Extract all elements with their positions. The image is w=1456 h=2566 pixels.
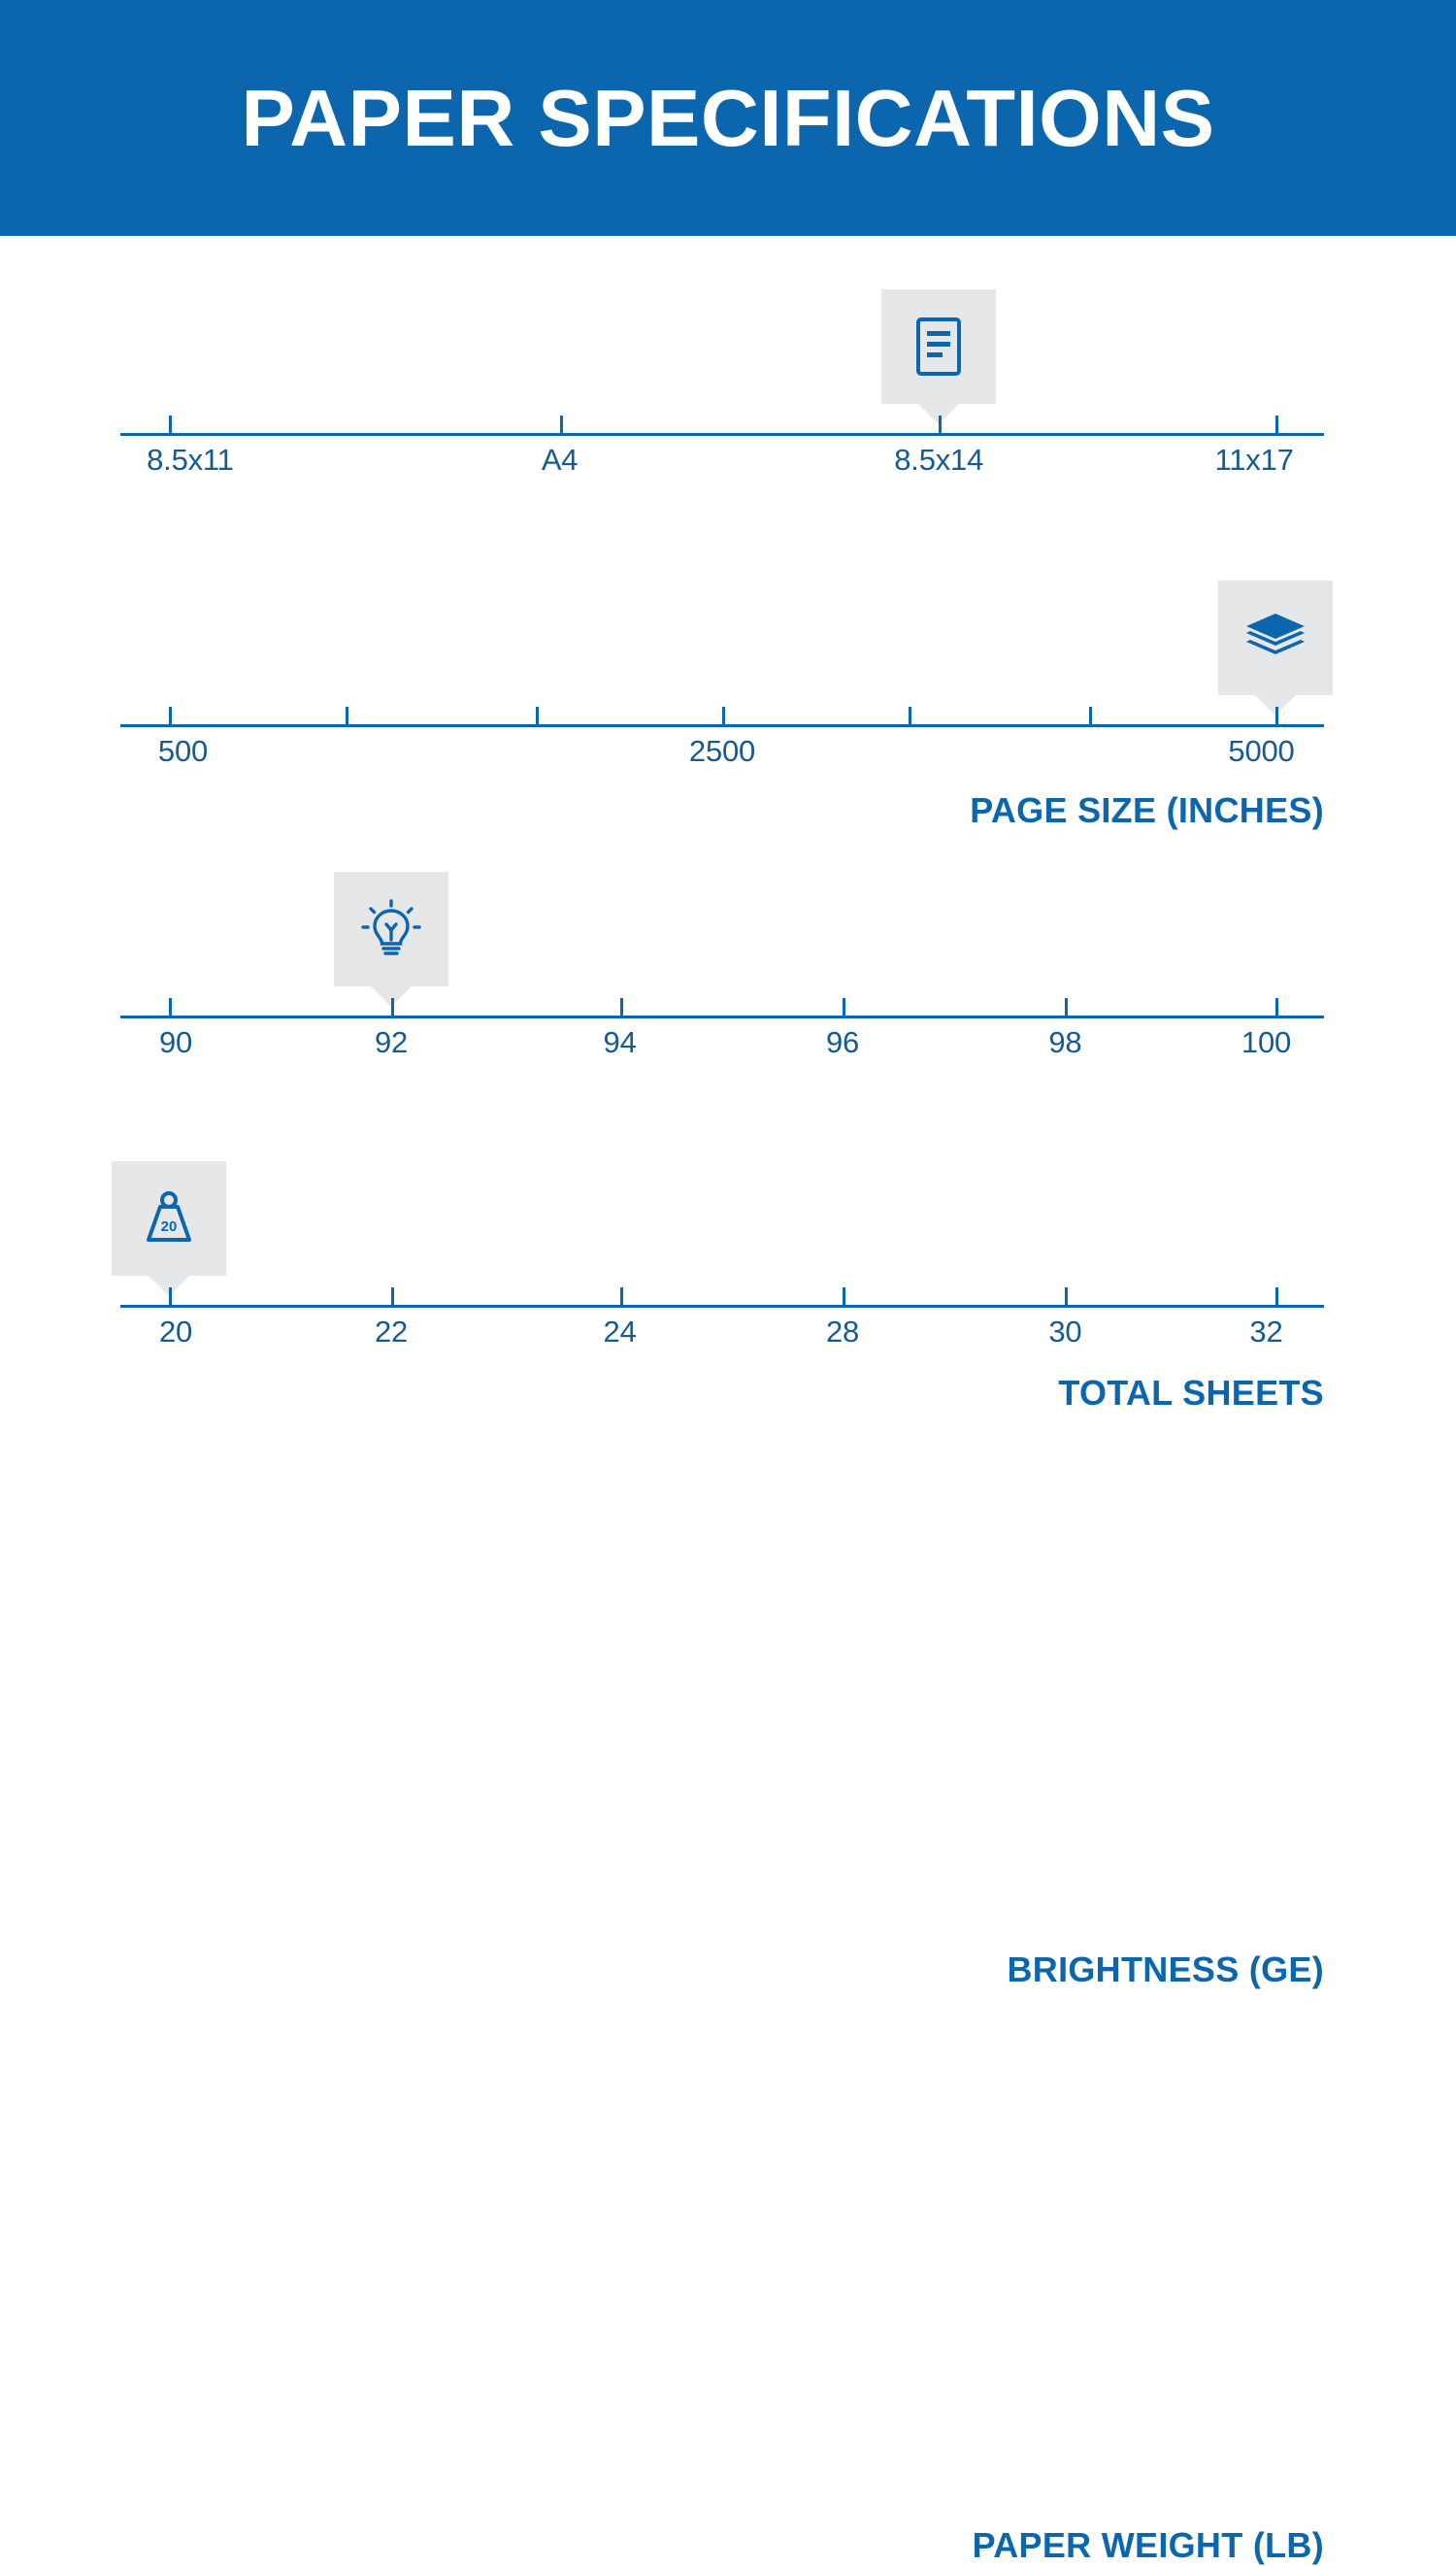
axis-tick-label: 90 xyxy=(158,1025,193,1059)
axis-tick xyxy=(620,998,623,1016)
axis-tick-label: 20 xyxy=(158,1315,193,1349)
axis-tick xyxy=(560,416,563,433)
axis-caption-paper-weight: PAPER WEIGHT (LB) xyxy=(972,2525,1324,2565)
axis-tick xyxy=(391,1287,394,1305)
axis-tick-label: 500 xyxy=(157,734,209,768)
axis-tick xyxy=(843,998,845,1016)
axis-line-paper-weight xyxy=(120,1305,1324,1308)
page-title: PAPER SPECIFICATIONS xyxy=(241,73,1215,163)
stack-icon xyxy=(1242,610,1308,666)
axis-line-brightness xyxy=(120,1016,1324,1018)
axis-tick xyxy=(1065,998,1068,1016)
marker-total-sheets[interactable] xyxy=(1218,581,1333,695)
axis-tick-label: 92 xyxy=(374,1025,409,1059)
axis-tick xyxy=(169,1287,172,1305)
axis-tick-label: 2500 xyxy=(688,734,756,768)
axis-tick xyxy=(1275,998,1278,1016)
axis-tick xyxy=(169,998,172,1016)
axis-line-total-sheets xyxy=(120,724,1324,727)
marker-paper-weight[interactable] xyxy=(112,1161,226,1276)
axis-tick-label: 22 xyxy=(374,1315,409,1349)
axis-tick xyxy=(939,416,942,433)
marker-brightness[interactable] xyxy=(334,872,448,986)
axis-tick xyxy=(1275,707,1278,724)
axis-tick xyxy=(1089,707,1092,724)
marker-page-size[interactable] xyxy=(881,289,996,404)
document-icon xyxy=(910,316,967,378)
axis-tick-label: 96 xyxy=(825,1025,860,1059)
axis-tick-label: 8.5x14 xyxy=(894,443,984,477)
lightbulb-icon xyxy=(361,897,421,961)
axis-tick-label: A4 xyxy=(541,443,579,477)
axis-tick xyxy=(346,707,348,724)
axis-tick-label: 5000 xyxy=(1228,734,1295,768)
axis-tick xyxy=(843,1287,845,1305)
axis-line-page-size xyxy=(120,433,1324,436)
axis-tick-label: 28 xyxy=(825,1315,860,1349)
weight-icon xyxy=(137,1187,201,1250)
axis-tick-label: 100 xyxy=(1241,1025,1292,1059)
header-banner xyxy=(0,0,1456,236)
axis-tick xyxy=(620,1287,623,1305)
axis-tick xyxy=(169,707,172,724)
svg-text:20: 20 xyxy=(160,1218,177,1235)
axis-caption-total-sheets: TOTAL SHEETS xyxy=(1058,1373,1324,1413)
axis-tick-label: 32 xyxy=(1249,1315,1283,1349)
axis-tick xyxy=(722,707,725,724)
axis-tick xyxy=(169,416,172,433)
axis-tick xyxy=(1275,416,1278,433)
axis-tick xyxy=(391,998,394,1016)
axis-tick-label: 24 xyxy=(603,1315,637,1349)
axis-tick-label: 94 xyxy=(603,1025,637,1059)
axis-tick-label: 30 xyxy=(1048,1315,1082,1349)
axis-tick-label: 11x17 xyxy=(1214,443,1294,477)
axis-tick-label: 8.5x11 xyxy=(147,443,234,477)
axis-tick xyxy=(909,707,911,724)
axis-tick-label: 98 xyxy=(1048,1025,1082,1059)
axis-tick xyxy=(1275,1287,1278,1305)
axis-caption-brightness: BRIGHTNESS (GE) xyxy=(1007,1949,1324,1989)
axis-tick xyxy=(536,707,539,724)
axis-caption-page-size: PAGE SIZE (INCHES) xyxy=(970,790,1324,830)
axis-tick xyxy=(1065,1287,1068,1305)
